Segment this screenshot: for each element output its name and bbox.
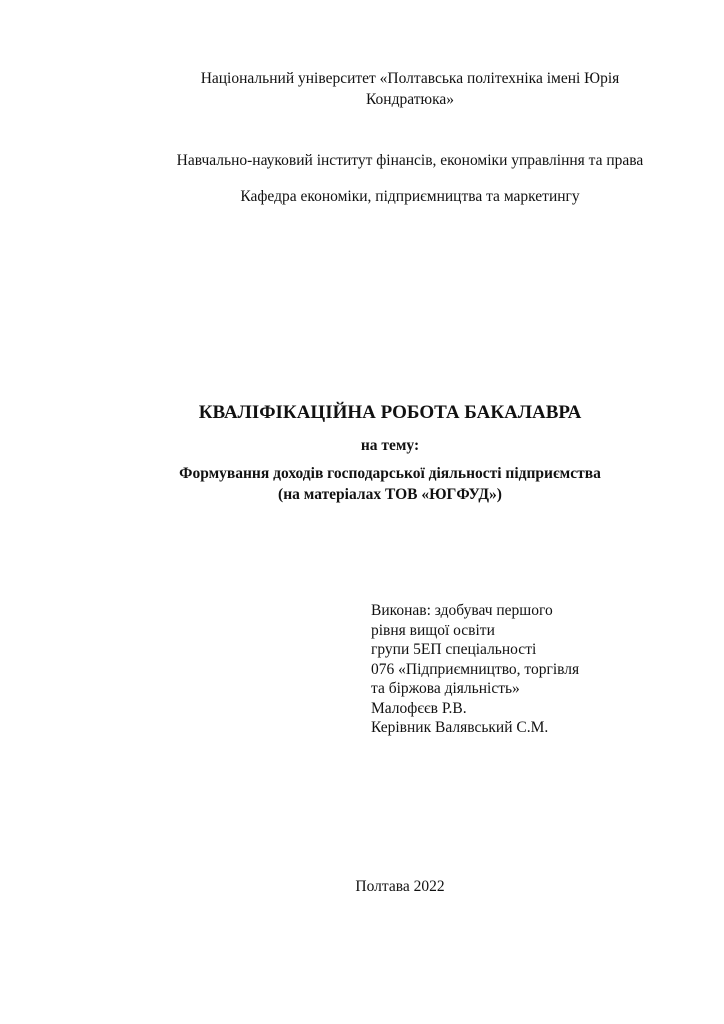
university-name (140, 68, 680, 110)
author-line-specialty: 076 «Підприємництво, торгівля (371, 660, 580, 678)
author-line-group: групи 5ЕП спеціальності (371, 641, 537, 658)
institute-name: Навчально-науковий інститут фінансів, економіки управління та права (176, 152, 644, 169)
thesis-topic-line1: Формування доходів господарської діяльності підприємства (179, 465, 601, 482)
university-name-line1: Національний університет «Полтавська політехніка імені Юрія (200, 70, 620, 87)
thesis-topic-line2: (на матеріалах ТОВ «ЮГФУД») (278, 486, 502, 503)
city-year: Полтава 2022 (355, 878, 445, 895)
document-subtitle: на тему: (360, 437, 420, 454)
department-name: Кафедра економіки, підприємництва та маркетингу (240, 188, 580, 205)
author-name: Малофєєв Р.В. (371, 699, 467, 717)
author-line-degree-level: рівня вищої освіти (371, 621, 495, 639)
author-info-block (371, 601, 579, 738)
university-name-line2: Кондратюка» (365, 91, 454, 108)
author-line-specialty-cont: та біржова діяльність» (371, 680, 520, 697)
supervisor-name: Керівник Валявський С.М. (371, 719, 549, 736)
thesis-topic (140, 463, 640, 505)
document-title: КВАЛІФІКАЦІЙНА РОБОТА БАКАЛАВРА (198, 402, 582, 423)
author-line-performed-by: Виконав: здобувач першого (371, 602, 553, 619)
